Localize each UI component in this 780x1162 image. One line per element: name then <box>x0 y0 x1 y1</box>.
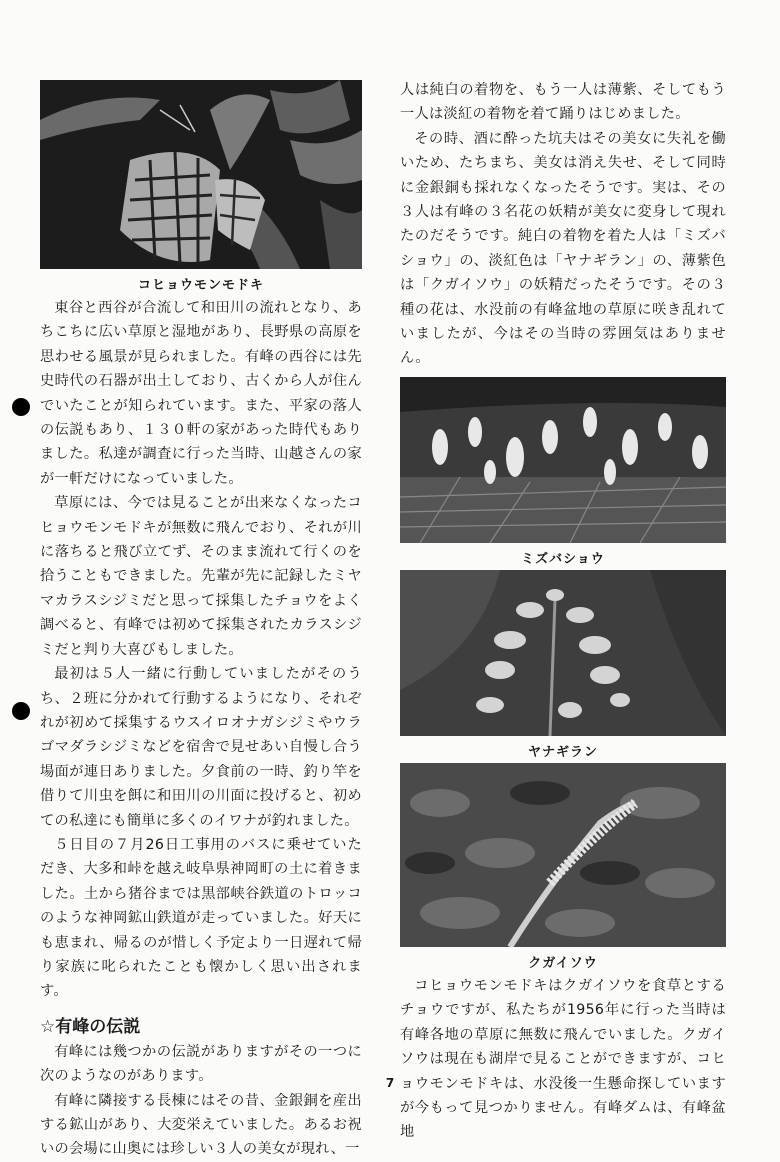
paragraph: 最初は５人一緒に行動していましたがそのうち、２班に分かれて行動するようになり、それぞれが初めて採集するウスイロオナガシジミやウラゴマダラシジミなどを宿舎で見せあい自慢し合う場面が連日ありました。夕食前の一時、釣り竿を借りて川虫を餌に和田川の川面に投げると、初めての私達にも簡単に多くのイワナが釣れました。 <box>40 666 362 829</box>
yanagiran-caption: ヤナギラン <box>527 744 598 760</box>
kugaiso-photo <box>400 763 726 947</box>
mizubasho-photo <box>400 377 726 543</box>
paragraph: ５日目の７月26日工事用のバスに乗せていただき、大多和峠を越え岐阜県神岡町の土に着きました。土から猪谷までは黒部峡谷鉄道のトロッコのような神岡鉱山鉄道が走っていました。好天にも恵まれ、帰るのが惜しく予定より一日遅れて帰り家族に叱られたことも懐かしく思い出されます。 <box>40 836 362 1000</box>
paragraph: その時、酒に酔った坑夫はその美女に失礼を働いため、たちまち、美女は消え失せ、そして同時に金銀銅も採れなくなったそうです。実は、その３人は有峰の３名花の妖精が美女に変身して現れたのだそうです。純白の着物を着た人は「ミズバショウ」の、淡紅色は「ヤナギラン」の、薄紫色は「クガイソウ」の妖精だったそうです。その３種の花は、水没前の有峰盆地の草原に咲き乱れていましたが、今はその当時の雰囲気はありません。 <box>400 130 726 367</box>
butterfly-caption: コヒョウモンモドキ <box>137 278 264 293</box>
paragraph: 東谷と西谷が合流して和田川の流れとなり、あちこちに広い草原と湿地があり、長野県の高原を思わせる風景が見られました。有峰の西谷には先史時代の石器が出土しており、古くから人が住んでいたことが知られています。また、平家の落人の伝説もあり、１３０軒の家があった時代もありました。私達が調査に行った当時、山越さんの家が一軒だけになっていました。 <box>40 300 362 487</box>
page-number: 7 <box>385 1076 395 1090</box>
paragraph: 有峰に隣接する長棟にはその昔、金銀銅を産出する鉱山があり、大変栄えていました。あるお祝いの会場に山奥には珍しい３人の美女が現れ、一 <box>40 1092 362 1158</box>
paragraph: 草原には、今では見ることが出来なくなったコヒョウモンモドキが無数に飛んでおり、それが川に落ちると飛び立てず、そのまま流れて行くのを拾うこともできました。先輩が先に記録したミヤマカラスシジミだと思って採集したチョウをよく調べると、有峰では初めて採集されたカラスシジミだと判り大喜びもしました。 <box>40 495 362 658</box>
section-heading: ☆有峰の伝説 <box>40 1016 141 1037</box>
paragraph: コヒョウモンモドキはクガイソウを食草とするチョウですが、私たちが1956年に行った当時は有峰各地の草原に無数に飛んでいました。クガイソウは現在も湖岸で見ることができますが、コヒョウモンモドキは、水没後一生懸命探していますが今もって見つかりません。有峰ダムは、有峰盆地 <box>400 977 726 1141</box>
kugaiso-caption: クガイソウ <box>528 955 598 971</box>
mizubasho-caption: ミズバショウ <box>521 551 605 567</box>
paragraph: 人は純白の着物を、もう一人は薄紫、そしてもう一人は淡紅の着物を着て踊りはじめました。 <box>400 82 726 123</box>
paragraph: 有峰には幾つかの伝説がありますがその一つに次のようなのがあります。 <box>40 1043 362 1085</box>
butterfly-photo <box>40 80 362 269</box>
right-column <box>400 78 726 1145</box>
left-column <box>40 80 362 1162</box>
punch-hole-lower <box>12 702 30 720</box>
punch-hole-upper <box>12 398 30 416</box>
yanagiran-photo <box>400 570 726 736</box>
